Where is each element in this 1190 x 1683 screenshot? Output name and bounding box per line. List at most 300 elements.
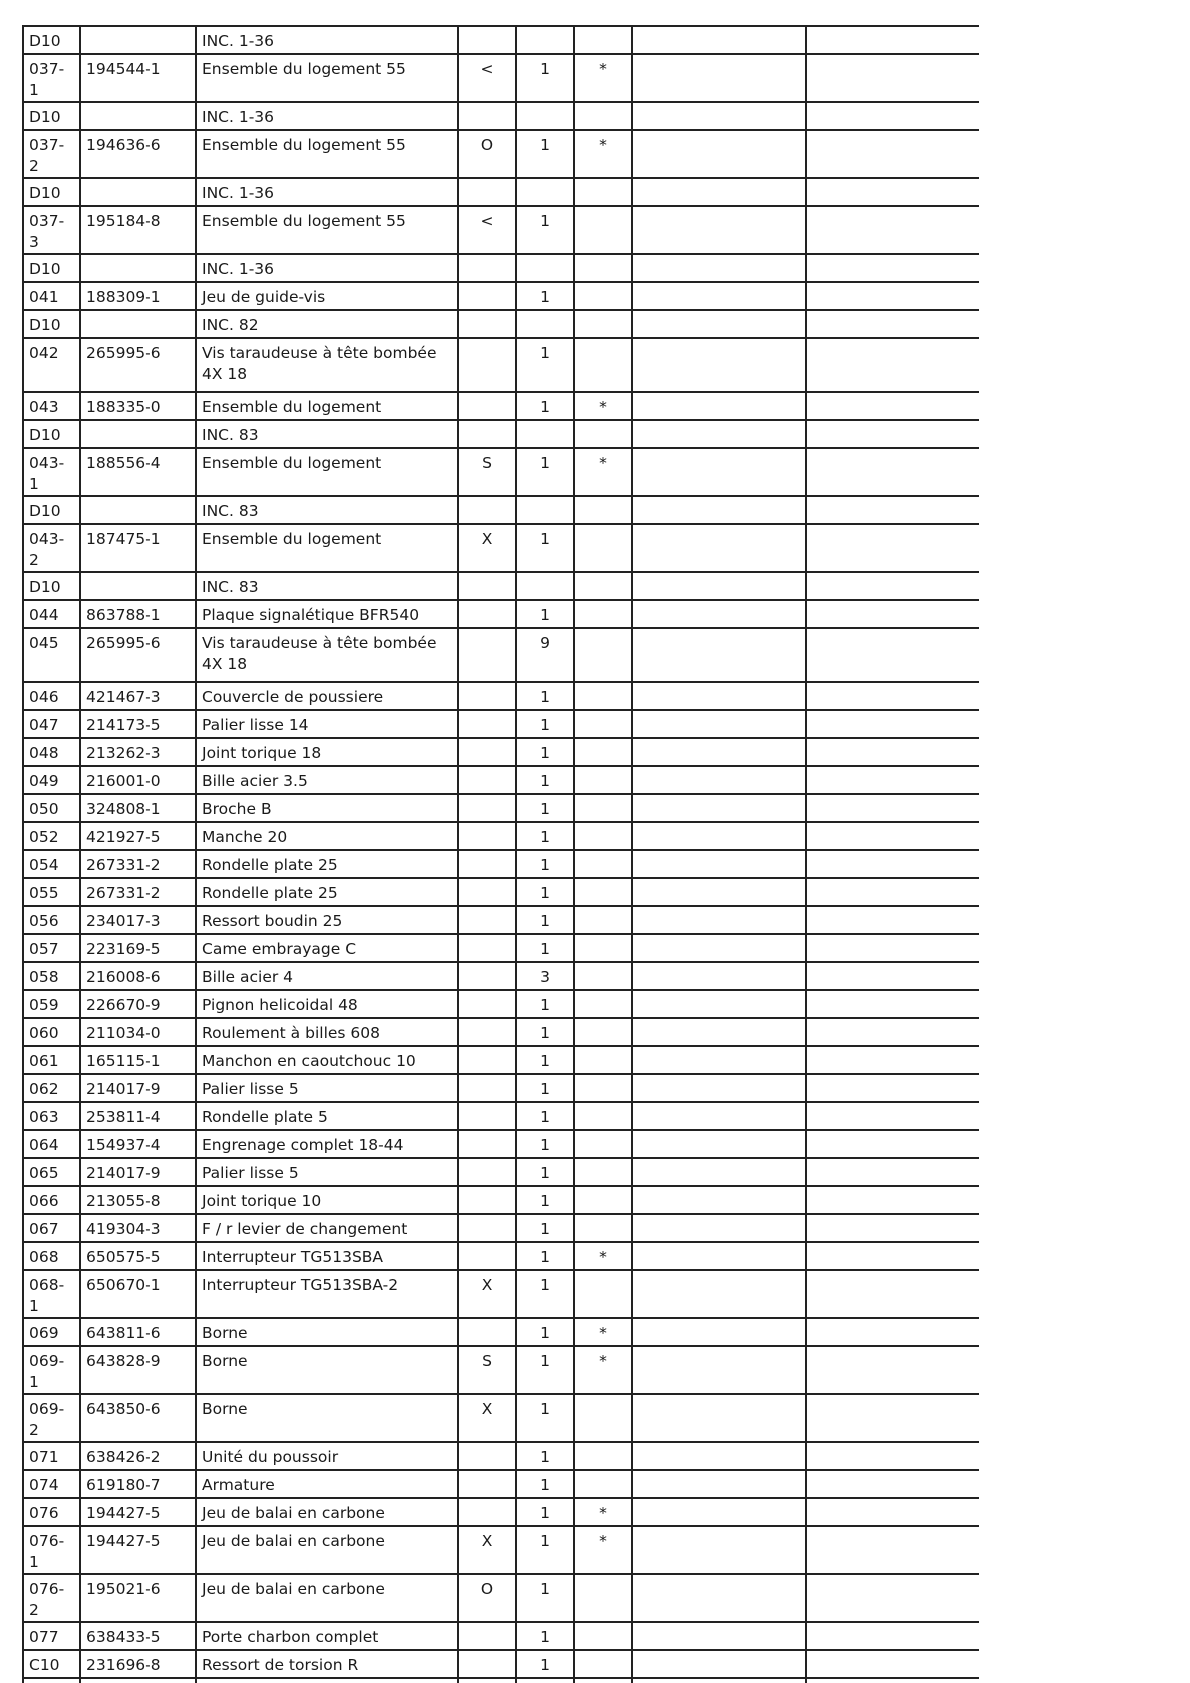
cell-item-no: 060 [23, 1018, 80, 1046]
table-row [23, 878, 979, 906]
cell-part-number: 265995-6 [80, 338, 196, 392]
cell-note [574, 766, 632, 794]
cell-quantity [516, 310, 574, 338]
cell-description: F / r levier de changement [196, 1214, 458, 1242]
cell-quantity: 9 [516, 628, 574, 682]
cell-item-no: D10 [23, 572, 80, 600]
table-row [23, 1130, 979, 1158]
cell-note [574, 1018, 632, 1046]
cell-item-no: 052 [23, 822, 80, 850]
cell-blank-a [632, 682, 806, 710]
table-row [23, 794, 979, 822]
table-row [23, 26, 979, 54]
cell-part-number: 188309-1 [80, 282, 196, 310]
cell-blank-b [806, 1498, 979, 1526]
table-row [23, 1074, 979, 1102]
cell-part-number [80, 1678, 196, 1683]
cell-item-no: 042 [23, 338, 80, 392]
cell-blank-b [806, 206, 979, 254]
cell-quantity: 1 [516, 282, 574, 310]
table-row [23, 282, 979, 310]
cell-blank-b [806, 338, 979, 392]
cell-blank-a [632, 710, 806, 738]
cell-quantity: 1 [516, 850, 574, 878]
cell-part-number: 863788-1 [80, 600, 196, 628]
cell-blank-a [632, 1018, 806, 1046]
table-row [23, 338, 979, 392]
cell-note [574, 1270, 632, 1318]
cell-part-number [80, 310, 196, 338]
cell-note [574, 1622, 632, 1650]
table-row [23, 448, 979, 496]
cell-blank-b [806, 1270, 979, 1318]
cell-blank-a [632, 54, 806, 102]
cell-blank-b [806, 710, 979, 738]
cell-item-no: 048 [23, 738, 80, 766]
cell-item-no: 041 [23, 282, 80, 310]
table-row [23, 628, 979, 682]
cell-description: Palier lisse 14 [196, 710, 458, 738]
cell-blank-a [632, 906, 806, 934]
cell-blank-b [806, 572, 979, 600]
cell-item-no: 058 [23, 962, 80, 990]
cell-part-number: 231696-8 [80, 1650, 196, 1678]
cell-part-number: 194544-1 [80, 54, 196, 102]
cell-blank-a [632, 1074, 806, 1102]
cell-blank-a [632, 934, 806, 962]
cell-quantity: 1 [516, 1526, 574, 1574]
cell-description: Bille acier 3.5 [196, 766, 458, 794]
cell-quantity: 1 [516, 1442, 574, 1470]
cell-note [574, 1394, 632, 1442]
cell-blank-b [806, 1526, 979, 1574]
cell-item-no: 045 [23, 628, 80, 682]
cell-item-no: D10 [23, 310, 80, 338]
table-row [23, 420, 979, 448]
cell-part-number: 650670-1 [80, 1270, 196, 1318]
table-row [23, 906, 979, 934]
cell-quantity: 1 [516, 130, 574, 178]
cell-mark: < [458, 54, 516, 102]
cell-quantity: 1 [516, 906, 574, 934]
cell-note [574, 338, 632, 392]
cell-item-no: D10 [23, 26, 80, 54]
cell-mark: X [458, 1526, 516, 1574]
cell-item-no: 068-1 [23, 1270, 80, 1318]
cell-part-number: 638426-2 [80, 1442, 196, 1470]
cell-note [574, 850, 632, 878]
cell-quantity [516, 496, 574, 524]
cell-mark: O [458, 1574, 516, 1622]
cell-quantity: 1 [516, 794, 574, 822]
cell-item-no: 056 [23, 906, 80, 934]
cell-quantity: 1 [516, 600, 574, 628]
cell-part-number [80, 572, 196, 600]
cell-blank-b [806, 934, 979, 962]
cell-description: Ressort de torsion R [196, 1650, 458, 1678]
cell-part-number [80, 254, 196, 282]
table-row [23, 1318, 979, 1346]
cell-mark [458, 254, 516, 282]
table-row [23, 1498, 979, 1526]
table-row [23, 1018, 979, 1046]
cell-item-no: 061 [23, 1046, 80, 1074]
cell-part-number: 165115-1 [80, 1046, 196, 1074]
cell-quantity: 1 [516, 682, 574, 710]
table-row [23, 1622, 979, 1650]
cell-quantity: 1 [516, 1074, 574, 1102]
cell-quantity: 1 [516, 392, 574, 420]
cell-description: Vis taraudeuse à tête bombée 4X 18 [196, 628, 458, 682]
table-row [23, 1214, 979, 1242]
cell-description: Borne [196, 1394, 458, 1442]
cell-description: Interrupteur TG513SBA [196, 1242, 458, 1270]
cell-note [574, 1650, 632, 1678]
table-row [23, 130, 979, 178]
cell-part-number: 213262-3 [80, 738, 196, 766]
cell-part-number: 619180-7 [80, 1470, 196, 1498]
cell-mark [458, 1186, 516, 1214]
cell-mark [458, 1470, 516, 1498]
cell-blank-a [632, 628, 806, 682]
cell-part-number [80, 26, 196, 54]
cell-blank-b [806, 26, 979, 54]
cell-blank-b [806, 794, 979, 822]
cell-note [574, 682, 632, 710]
cell-note [574, 26, 632, 54]
table-row [23, 766, 979, 794]
cell-part-number: 223169-5 [80, 934, 196, 962]
cell-mark [458, 338, 516, 392]
cell-blank-b [806, 1018, 979, 1046]
cell-mark [458, 1650, 516, 1678]
cell-part-number: 194636-6 [80, 130, 196, 178]
cell-blank-a [632, 1498, 806, 1526]
cell-part-number: 267331-2 [80, 878, 196, 906]
cell-note: * [574, 1346, 632, 1394]
cell-item-no: C10 [23, 1650, 80, 1678]
cell-description: Roulement à billes 608 [196, 1018, 458, 1046]
cell-note [574, 794, 632, 822]
cell-note [574, 178, 632, 206]
cell-note [574, 572, 632, 600]
cell-description: Joint torique 10 [196, 1186, 458, 1214]
cell-blank-a [632, 850, 806, 878]
cell-item-no: 054 [23, 850, 80, 878]
cell-blank-a [632, 496, 806, 524]
cell-blank-a [632, 1158, 806, 1186]
cell-description: Armature [196, 1470, 458, 1498]
cell-blank-a [632, 1394, 806, 1442]
cell-mark [458, 962, 516, 990]
cell-part-number: 188556-4 [80, 448, 196, 496]
cell-part-number: 195021-6 [80, 1574, 196, 1622]
cell-mark [458, 26, 516, 54]
parts-table [22, 25, 979, 1683]
cell-mark [458, 738, 516, 766]
cell-note: * [574, 1498, 632, 1526]
cell-mark [458, 1498, 516, 1526]
table-row [23, 962, 979, 990]
cell-item-no: 059 [23, 990, 80, 1018]
cell-quantity [516, 26, 574, 54]
cell-quantity: 1 [516, 448, 574, 496]
cell-blank-b [806, 1574, 979, 1622]
table-row [23, 990, 979, 1018]
cell-mark [458, 990, 516, 1018]
cell-description: Ensemble du logement 55 [196, 130, 458, 178]
cell-description: Ensemble du logement 55 [196, 54, 458, 102]
cell-blank-b [806, 738, 979, 766]
table-row [23, 1242, 979, 1270]
cell-blank-a [632, 524, 806, 572]
cell-quantity: 1 [516, 1242, 574, 1270]
cell-part-number: 187475-1 [80, 524, 196, 572]
cell-part-number: 226670-9 [80, 990, 196, 1018]
cell-blank-b [806, 1470, 979, 1498]
cell-item-no: 071 [23, 1442, 80, 1470]
cell-description: INC. 1-36 [196, 254, 458, 282]
cell-description: Palier lisse 5 [196, 1158, 458, 1186]
cell-item-no: 068 [23, 1242, 80, 1270]
cell-quantity: 1 [516, 1158, 574, 1186]
cell-note [574, 962, 632, 990]
cell-description: INC. 83 [196, 420, 458, 448]
cell-part-number: 234017-3 [80, 906, 196, 934]
cell-mark [458, 934, 516, 962]
cell-quantity: 1 [516, 878, 574, 906]
cell-item-no: 043-2 [23, 524, 80, 572]
cell-item-no: 074 [23, 1470, 80, 1498]
cell-quantity: 1 [516, 524, 574, 572]
cell-mark [458, 1130, 516, 1158]
cell-blank-b [806, 1622, 979, 1650]
cell-mark [458, 1158, 516, 1186]
cell-mark [458, 282, 516, 310]
cell-part-number: 216008-6 [80, 962, 196, 990]
cell-quantity [516, 420, 574, 448]
cell-item-no: 069 [23, 1318, 80, 1346]
cell-quantity: 1 [516, 1346, 574, 1394]
cell-description: Jeu de balai en carbone [196, 1526, 458, 1574]
cell-description: Borne [196, 1318, 458, 1346]
cell-item-no: 076 [23, 1498, 80, 1526]
cell-part-number: 643828-9 [80, 1346, 196, 1394]
cell-mark [458, 496, 516, 524]
cell-blank-b [806, 282, 979, 310]
table-row [23, 600, 979, 628]
cell-description: INC. 1-36 [196, 26, 458, 54]
cell-quantity: 1 [516, 338, 574, 392]
cell-description: Engrenage complet 18-44 [196, 1130, 458, 1158]
cell-blank-a [632, 1622, 806, 1650]
table-row [23, 822, 979, 850]
table-row [23, 738, 979, 766]
cell-mark [458, 1018, 516, 1046]
cell-note: * [574, 448, 632, 496]
table-row [23, 1394, 979, 1442]
cell-part-number [80, 420, 196, 448]
cell-mark [458, 1442, 516, 1470]
cell-blank-b [806, 766, 979, 794]
table-row [23, 178, 979, 206]
table-row [23, 1102, 979, 1130]
cell-description: INC. 83 [196, 496, 458, 524]
cell-blank-b [806, 1650, 979, 1678]
cell-part-number: 214017-9 [80, 1158, 196, 1186]
cell-mark [458, 822, 516, 850]
cell-blank-b [806, 1214, 979, 1242]
cell-description: Porte charbon complet [196, 1622, 458, 1650]
cell-description: Ressort boudin 25 [196, 906, 458, 934]
cell-quantity: 1 [516, 1650, 574, 1678]
cell-description: Palier lisse 5 [196, 1074, 458, 1102]
table-row [23, 206, 979, 254]
cell-blank-a [632, 766, 806, 794]
cell-quantity: 1 [516, 1270, 574, 1318]
cell-mark [458, 794, 516, 822]
cell-blank-a [632, 990, 806, 1018]
cell-blank-b [806, 962, 979, 990]
cell-mark: < [458, 206, 516, 254]
cell-blank-a [632, 310, 806, 338]
cell-blank-a [632, 572, 806, 600]
cell-item-no: 044 [23, 600, 80, 628]
cell-description: Couvercle de poussiere [196, 682, 458, 710]
cell-item-no: 046 [23, 682, 80, 710]
cell-description: Manche 20 [196, 822, 458, 850]
cell-quantity: 1 [516, 990, 574, 1018]
cell-quantity: 1 [516, 934, 574, 962]
cell-mark [458, 1074, 516, 1102]
cell-blank-a [632, 254, 806, 282]
cell-blank-b [806, 420, 979, 448]
cell-note [574, 254, 632, 282]
cell-item-no: 062 [23, 1074, 80, 1102]
cell-note [574, 710, 632, 738]
cell-item-no: 055 [23, 878, 80, 906]
cell-description: Broche B [196, 794, 458, 822]
cell-blank-a [632, 600, 806, 628]
table-row [23, 572, 979, 600]
cell-note [574, 102, 632, 130]
cell-blank-b [806, 496, 979, 524]
cell-blank-b [806, 130, 979, 178]
cell-description: Vis taraudeuse à tête bombée 4X 18 [196, 338, 458, 392]
cell-item-no: 069-2 [23, 1394, 80, 1442]
cell-description: INC. 82 [196, 310, 458, 338]
table-row [23, 682, 979, 710]
cell-blank-b [806, 1346, 979, 1394]
cell-description: INC. 1-36 [196, 102, 458, 130]
cell-blank-a [632, 1186, 806, 1214]
cell-quantity: 1 [516, 710, 574, 738]
cell-quantity: 1 [516, 822, 574, 850]
cell-part-number: 421927-5 [80, 822, 196, 850]
cell-item-no: D10 [23, 496, 80, 524]
table-row [23, 102, 979, 130]
cell-description: Ensemble du logement [196, 448, 458, 496]
table-row [23, 1574, 979, 1622]
cell-quantity [516, 254, 574, 282]
cell-blank-a [632, 1046, 806, 1074]
cell-item-no: 037-1 [23, 54, 80, 102]
cell-item-no: 067 [23, 1214, 80, 1242]
cell-mark [458, 906, 516, 934]
cell-blank-a [632, 130, 806, 178]
cell-part-number: 214173-5 [80, 710, 196, 738]
cell-note: * [574, 54, 632, 102]
cell-quantity: 1 [516, 206, 574, 254]
cell-blank-b [806, 1442, 979, 1470]
cell-blank-b [806, 906, 979, 934]
cell-description: Came embrayage C [196, 934, 458, 962]
cell-description: Jeu de guide-vis [196, 282, 458, 310]
cell-description: Ensemble du logement 55 [196, 206, 458, 254]
table-row [23, 1470, 979, 1498]
cell-mark [458, 392, 516, 420]
cell-part-number: 154937-4 [80, 1130, 196, 1158]
cell-blank-b [806, 1394, 979, 1442]
cell-mark: S [458, 1346, 516, 1394]
cell-blank-a [632, 1470, 806, 1498]
cell-part-number: 650575-5 [80, 1242, 196, 1270]
cell-mark [458, 850, 516, 878]
cell-note [574, 628, 632, 682]
cell-blank-a [632, 392, 806, 420]
cell-item-no: 037-3 [23, 206, 80, 254]
cell-item-no: 076-1 [23, 1526, 80, 1574]
cell-mark: O [458, 130, 516, 178]
cell-blank-a [632, 178, 806, 206]
cell-part-number: 195184-8 [80, 206, 196, 254]
cell-description: Rondelle plate 25 [196, 850, 458, 878]
cell-note: * [574, 392, 632, 420]
cell-part-number [80, 102, 196, 130]
cell-blank-b [806, 990, 979, 1018]
cell-description: Ensemble du logement [196, 392, 458, 420]
cell-note [574, 206, 632, 254]
table-row [23, 54, 979, 102]
cell-mark [458, 710, 516, 738]
cell-part-number: 194427-5 [80, 1498, 196, 1526]
cell-mark [458, 1214, 516, 1242]
cell-blank-b [806, 600, 979, 628]
cell-note [574, 1470, 632, 1498]
cell-item-no: 043 [23, 392, 80, 420]
cell-blank-b [806, 822, 979, 850]
table-row [23, 524, 979, 572]
cell-quantity [516, 178, 574, 206]
table-row [23, 1158, 979, 1186]
table-row [23, 1650, 979, 1678]
cell-mark [458, 628, 516, 682]
cell-part-number: 265995-6 [80, 628, 196, 682]
cell-blank-a [632, 420, 806, 448]
cell-item-no: 043-1 [23, 448, 80, 496]
cell-blank-a [632, 448, 806, 496]
cell-note [574, 906, 632, 934]
parts-list-sheet [22, 25, 979, 1683]
cell-quantity: 1 [516, 1394, 574, 1442]
cell-blank-a [632, 1214, 806, 1242]
cell-mark [458, 178, 516, 206]
cell-blank-b [806, 1318, 979, 1346]
cell-part-number: 188335-0 [80, 392, 196, 420]
cell-blank-b [806, 850, 979, 878]
cell-item-no: 064 [23, 1130, 80, 1158]
table-row [23, 310, 979, 338]
